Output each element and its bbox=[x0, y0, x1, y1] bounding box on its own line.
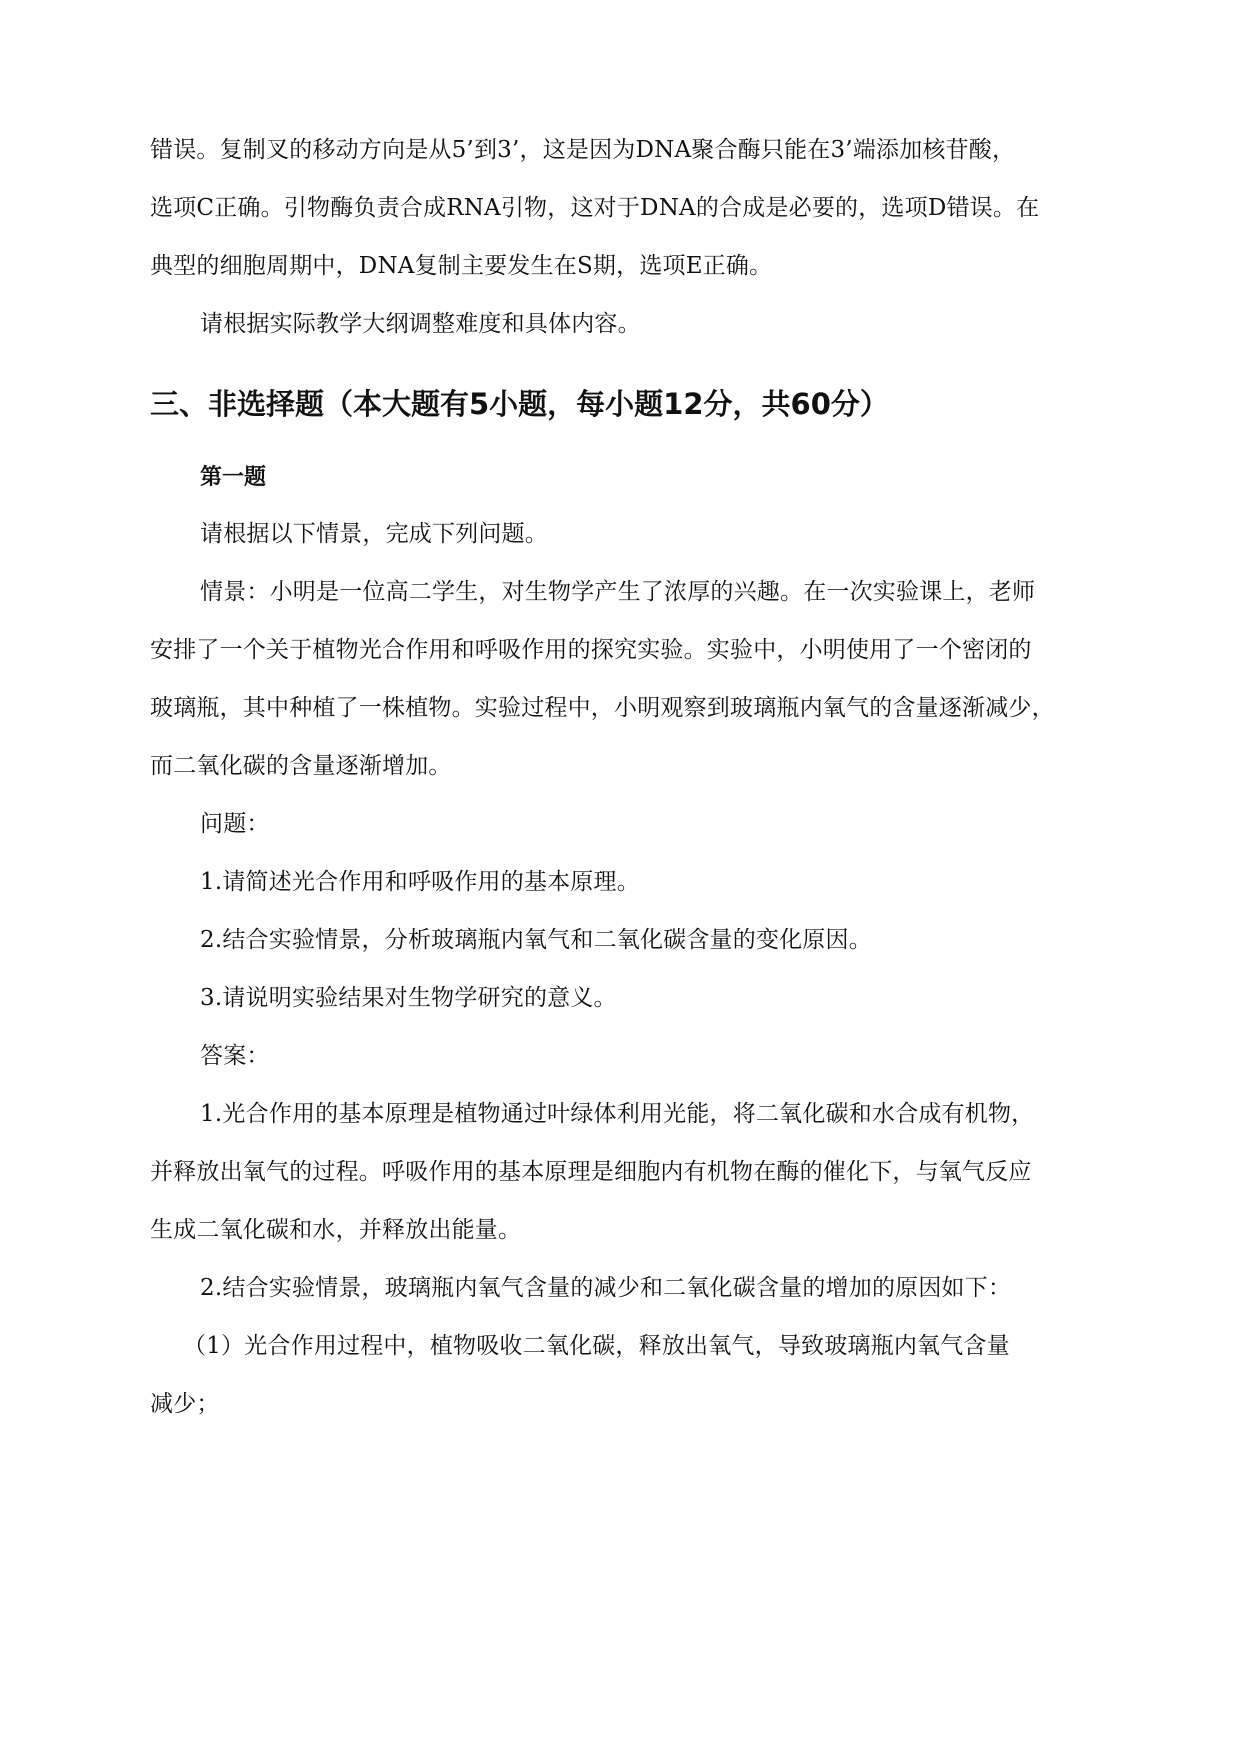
answer-2-point-1-line-1: （1）光合作用过程中，植物吸收二氧化碳，释放出氧气，导致玻璃瓶内氧气含量 bbox=[183, 1333, 1010, 1359]
question-title: 第一题 bbox=[200, 465, 267, 490]
question-item-3: 3.请说明实验结果对生物学研究的意义。 bbox=[200, 985, 617, 1011]
answer-2-point-1-line-2: 减少； bbox=[150, 1391, 220, 1417]
prev-answer-line-2: 选项C正确。引物酶负责合成RNA引物，这对于DNA的合成是必要的，选项D错误。在 bbox=[150, 195, 1040, 221]
answer-1-line-2: 并释放出氧气的过程。呼吸作用的基本原理是细胞内有机物在酶的催化下，与氧气反应 bbox=[150, 1159, 1032, 1185]
prev-answer-line-3: 典型的细胞周期中，DNA复制主要发生在S期，选项E正确。 bbox=[150, 253, 773, 279]
teaching-note: 请根据实际教学大纲调整难度和具体内容。 bbox=[200, 311, 641, 337]
answer-label: 答案： bbox=[200, 1043, 270, 1069]
section-heading: 三、非选择题（本大题有5小题，每小题12分，共60分） bbox=[150, 387, 889, 421]
answer-2-intro: 2.结合实验情景，玻璃瓶内氧气含量的减少和二氧化碳含量的增加的原因如下： bbox=[200, 1275, 1012, 1301]
question-intro: 请根据以下情景，完成下列问题。 bbox=[200, 521, 548, 547]
answer-1-line-1: 1.光合作用的基本原理是植物通过叶绿体利用光能，将二氧化碳和水合成有机物， bbox=[200, 1101, 1035, 1127]
questions-label: 问题： bbox=[200, 811, 270, 837]
answer-1-line-3: 生成二氧化碳和水，并释放出能量。 bbox=[150, 1217, 522, 1243]
scenario-line-2: 安排了一个关于植物光合作用和呼吸作用的探究实验。实验中，小明使用了一个密闭的 bbox=[150, 637, 1032, 663]
question-item-2: 2.结合实验情景，分析玻璃瓶内氧气和二氧化碳含量的变化原因。 bbox=[200, 927, 872, 953]
scenario-line-4: 而二氧化碳的含量逐渐增加。 bbox=[150, 753, 452, 779]
scenario-line-1: 情景：小明是一位高二学生，对生物学产生了浓厚的兴趣。在一次实验课上，老师 bbox=[200, 579, 1036, 605]
question-item-1: 1.请简述光合作用和呼吸作用的基本原理。 bbox=[200, 869, 640, 895]
scenario-line-3: 玻璃瓶，其中种植了一株植物。实验过程中，小明观察到玻璃瓶内氧气的含量逐渐减少， bbox=[150, 695, 1055, 721]
prev-answer-line-1: 错误。复制叉的移动方向是从5’到3’，这是因为DNA聚合酶只能在3’端添加核苷酸， bbox=[150, 137, 1016, 163]
